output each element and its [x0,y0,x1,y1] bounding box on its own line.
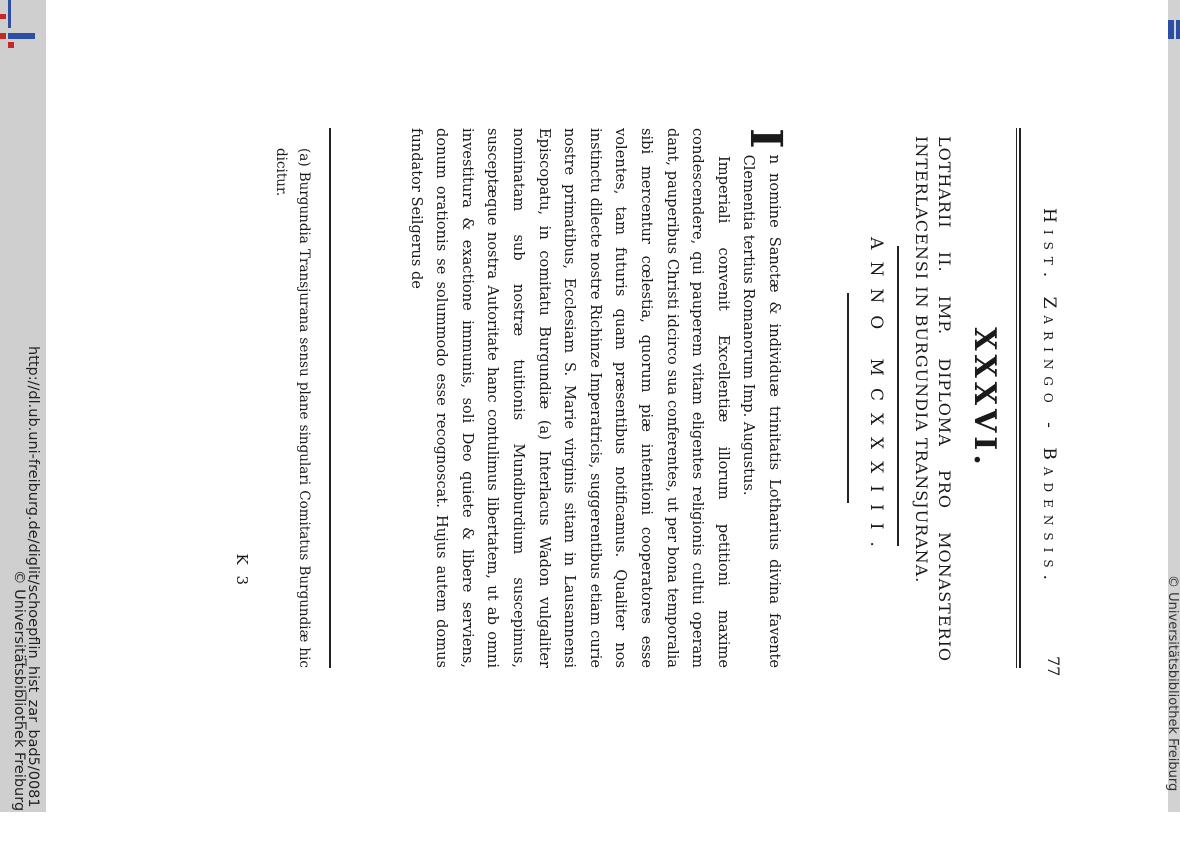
library-logo-red-square-2 [8,42,14,48]
title-rule [897,246,899,546]
paragraph-main: Imperiali convenit Excellentiæ illorum petitioni maxime condescendere, qui pauperem vitam eligentes religionis cultui operam dant, pauperibus Christi idcirco sua conferentes, ut per bona temporalia sibi mercentur cœlestia, quorum piæ intentioni cooperatores esse volentes, tam futuris quam præsentibus notificamus. Qualiter nos instinctu dilecte nostre Richinze Imperatricis, suggerentibus etiam curie nostre primatibus, Ecclesiam S. Marie virginis sitam in Lausannensi Episcopatu, in comitatu Burgundiæ (a) Interlacus Wadon vulgaliter nominatam sub nostræ tuitionis Mundiburdium suscepimus, susceptæque nostra Autoritate hanc contulimus libertatem, ut ab omni investitura & exactione immunis, soli Deo quiete & libere serviens, donum orationis se solummodo esse recognoscat. Hujus autem domus fundator Seilgerus de [407,128,732,668]
running-head [1029,128,1063,677]
anno-rule [847,293,849,503]
library-logo-red-square [0,33,6,39]
header-rule-thin [1016,128,1017,668]
footnote-rule [329,128,331,668]
drop-cap: I [740,128,791,149]
right-logo-bar [1176,20,1180,39]
right-copyright-notice: © Universitätsbibliothek Freiburg [1165,575,1180,792]
source-url: http://dl.ub.uni-freiburg.de/diglit/schoepflin_hist_zar_bad5/0081 [25,346,41,808]
running-title: Hist. Zaringo - Badensis. [1039,208,1059,587]
library-logo-bar [8,33,35,39]
invocation-text: n nomine Sanctæ & individuæ trinitatis Lotharius divina favente Clementia tertius Romanorum Imp. Augustus. [740,154,783,668]
anno-heading: ANNO MCXXXIII. [866,237,886,559]
right-logo-icon [1168,20,1174,39]
copyright-notice: © Universitätsbibliothek Freiburg [11,570,27,812]
header-rule [1019,128,1021,668]
paragraph-invocation [736,128,791,668]
page-number: 77 [1044,656,1063,677]
signature-mark: K 3 [233,553,251,588]
library-logo-red-mark [0,14,6,19]
document-title: LOTHARII II. IMP. DIPLOMA PRO MONASTERIO INTERLACENSI IN BURGUNDIA TRANSJURANA. [912,136,954,662]
scanned-page [0,128,1063,848]
document-number: XXXVI. [967,327,1002,469]
library-logo-icon [8,0,11,28]
footnote: (a) Burgundia Transjurana sensu plane singulari Comitatus Burgundiæ hic dicitur. [273,148,312,668]
body-text [403,128,791,668]
